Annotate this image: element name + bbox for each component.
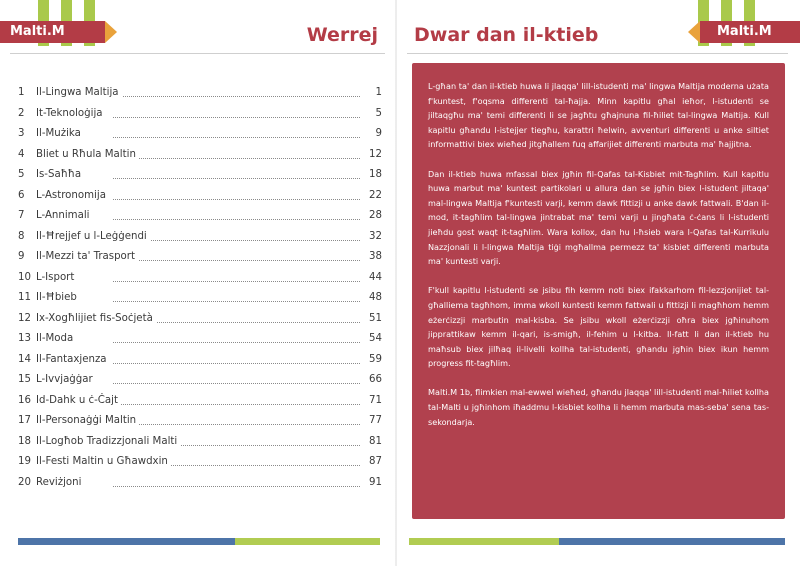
chapter-number: 18 [18,435,31,447]
toc-entry [18,435,382,456]
toc-entry [18,312,382,333]
dot-leader [113,281,360,282]
about-paragraph: Malti.M 1b, flimkien mal-ewwel wieħed, għandu jlaqqa' lill-istudenti mal-ħiliet kollha tal-Malti u jgħinhom iħaddmu l-kisbiet kollha li hemm marbuta mas-seba' sena tas-sekondarja. [428,387,769,427]
about-text-panel [412,63,785,519]
page-number: 71 [369,394,382,406]
page-number: 87 [369,456,382,467]
toc-entry [18,373,382,394]
dot-leader [113,240,360,241]
chapter-number: 8 [18,230,25,242]
chapter-number: 1 [18,87,25,98]
about-page [397,0,800,566]
page-number: 77 [369,415,382,426]
page-number: 32 [369,230,382,242]
page-number: 81 [369,435,382,447]
chapter-title: Il-Moda [36,332,76,346]
chapter-title: Bliet u Rħula Maltin [36,148,139,162]
dot-leader [113,117,360,118]
chapter-title: L-Annimali [36,209,93,223]
bottom-color-strip [18,538,380,545]
about-paragraph: Dan il-ktieb huwa mfassal biex jgħin fil-Qafas tal-Kisbiet mit-Tagħlim. Kull kapitlu huwa marbut ma' kuntest partikolari u allura dan se jgħin biex l-istudent jiltaqa' mal-lingwa Maltija f'kuntesti varji, kemm dawk fittizji u anke dawk fattwali. B'dan il-mod, it-tagħlim tal-lingwa jintrabat ma' temi varji u jingħata ċ-ċans li l-istudenti jieħdu gost waqt it-tagħlim. Wara kollox, dan hu l-ħsieb wara l-Qafas tal-Kurrikulu Nazzjonali li l-lingwa Maltija tiġi mgħallma permezz ta' kisbiet differenti marbuta ma' kuntesti varji. [428,168,769,267]
chapter-title: Ix-Xogħlijiet fis-Soċjetà [36,312,156,326]
chapter-title: It-Teknoloġija [36,107,106,121]
chapter-number: 12 [18,312,31,324]
dot-leader [113,178,360,179]
dot-leader [113,363,360,364]
header-divider [407,53,788,54]
chapter-number: 19 [18,456,31,467]
chapter-number: 11 [18,292,31,303]
toc-entry [18,455,382,476]
page-number: 5 [375,107,382,119]
about-paragraph: L-għan ta' dan il-ktieb huwa li jlaqqa' lill-istudenti ma' lingwa Maltija moderna użata f'kuntest, f'oqsma differenti tal-ħajja. Minn kapitlu għal ieħor, l-istudenti se jiltaqgħu ma' temi differenti li se jagħtu għajnuna fil-ħiliet tal-lingwa Maltija. Kull kapitlu għandu l-istejjer tiegħu, karattri ħelwin, avventuri differenti u anke siltiet informattivi biex wieħed jitgħallem fuq affarijiet differenti marbuta ma' ħajjitna. [428,81,769,150]
page-number: 66 [369,374,382,385]
chapter-number: 13 [18,333,31,344]
toc-entry [18,353,382,374]
header-divider [10,53,385,54]
chapter-title: Il-Mezzi ta' Trasport [36,250,138,264]
chapter-number: 16 [18,394,31,406]
brand-logo: Malti.M [700,21,800,43]
brand-logo: Malti.M [0,21,105,43]
chapter-number: 7 [18,210,25,221]
page-number: 54 [369,333,382,344]
chapter-title: L-Astronomija [36,189,109,203]
dot-leader [113,301,360,302]
page-number: 48 [369,292,382,303]
toc-entry [18,250,382,271]
page-number: 28 [369,210,382,221]
dot-leader [113,158,360,159]
page-number: 44 [369,271,382,283]
page-number: 9 [375,128,382,139]
toc-entry [18,291,382,312]
chapter-number: 9 [18,251,25,262]
chapter-title: Is-Saħħa [36,168,84,182]
page-number: 59 [369,353,382,365]
chapter-number: 15 [18,374,31,385]
toc-entry [18,230,382,251]
dot-leader [113,383,360,384]
dot-leader [113,199,360,200]
dot-leader [113,260,360,261]
bottom-color-strip [409,538,785,545]
about-paragraph: F'kull kapitlu l-istudenti se jsibu fih kemm noti biex ifakkarhom fil-lezzjonijiet tal-għalliema tagħhom, imma wkoll kuntesti kemm fattwali u fittizji li magħhom hemm eżerċizzji marbutin mal-kisba. Se jsibu wkoll eżerċizzji oħra biex jgħinuhom jipprattikaw kemm il-qari, is-smigħ, il-fehim u l-kitba. Il-fatt li dan il-ktieb hu maħsub biex jilħaq il-livelli kollha tal-istudenti, għandu jgħin biex ikun hemm progress fit-tagħlim. [428,285,769,369]
chapter-number: 14 [18,353,31,365]
dot-leader [113,96,360,97]
chapter-title: Id-Dahk u ċ-Ċajt [36,394,121,408]
page-number: 38 [369,251,382,262]
toc-page [0,0,395,566]
toc-entry [18,189,382,210]
toc-entry [18,394,382,415]
chapter-title: Il-Ħbieb [36,291,80,305]
chapter-number: 5 [18,169,25,180]
toc-entry [18,414,382,435]
dot-leader [113,404,360,405]
dot-leader [113,219,360,220]
toc-entry [18,332,382,353]
chapter-title: L-Isport [36,271,77,285]
toc-entry [18,168,382,189]
page-number: 12 [369,148,382,160]
chapter-title: Il-Fantaxjenza [36,353,110,367]
chapter-title: Il-Festi Maltin u Għawdxin [36,455,171,469]
dot-leader [113,486,360,487]
chapter-title: Reviżjoni [36,476,84,490]
chapter-title: Il-Mużika [36,127,84,141]
chapter-number: 3 [18,128,25,139]
chapter-number: 20 [18,476,31,488]
chapter-number: 4 [18,148,25,160]
dot-leader [113,424,360,425]
page-number: 91 [369,476,382,488]
page-number: 51 [369,312,382,324]
toc-entry [18,476,382,497]
chapter-number: 2 [18,107,25,119]
chapter-number: 6 [18,189,25,201]
page-number: 18 [369,169,382,180]
toc-entry [18,127,382,148]
toc-entry [18,148,382,169]
toc-entry [18,209,382,230]
chapter-title: L-Ivvjaġġar [36,373,96,387]
dot-leader [113,137,360,138]
chapter-title: Il-Personaġġi Maltin [36,414,139,428]
page-title: Werrej [306,24,378,46]
chapter-number: 17 [18,415,31,426]
chapter-number: 10 [18,271,31,283]
toc-entry [18,107,382,128]
page-number: 22 [369,189,382,201]
dot-leader [113,342,360,343]
page-title: Dwar dan il-ktieb [414,24,599,46]
chapter-title: Il-Lingwa Maltija [36,86,122,100]
chapter-title: Il-Ħrejjef u l-Leġġendi [36,230,150,244]
toc-entry [18,271,382,292]
table-of-contents [18,86,382,496]
chapter-title: Il-Logħob Tradizzjonali Malti [36,435,180,449]
page-number: 1 [375,87,382,98]
toc-entry [18,86,382,107]
